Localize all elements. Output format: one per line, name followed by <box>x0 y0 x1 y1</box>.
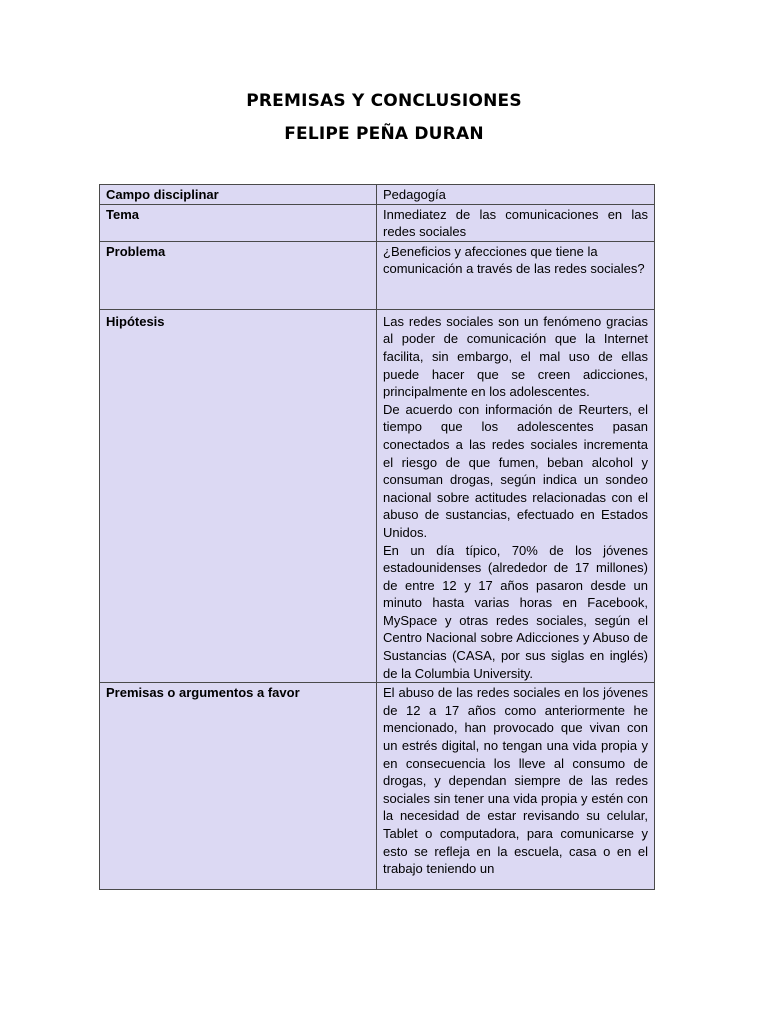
value-paragraph: En un día típico, 70% de los jóvenes estadounidenses (alrededor de 17 millones) de entre 12 y 17 años pasaron desde un minuto hasta varias horas en Facebook, MySpace y otras redes sociales, según el Centro Nacional sobre Adicciones y Abuso de Sustancias (CASA, por sus siglas en inglés) de la Columbia University. <box>383 542 648 681</box>
premises-table <box>99 184 655 890</box>
value-paragraph: ¿Beneficios y afecciones que tiene la comunicación a través de las redes sociales? <box>383 243 645 277</box>
value-campo-disciplinar <box>377 185 655 205</box>
table-row-campo <box>100 185 655 205</box>
table-row-problema <box>100 241 655 309</box>
value-paragraph: De acuerdo con información de Reurters, el tiempo que los adolescentes pasan conectados a las redes sociales incrementa el riesgo de que fumen, beban alcohol y consuman drogas, según indica un sondeo nacional sobre actitudes relacionadas con el abuso de sustancias, efectuado en Estados Unidos. <box>383 401 648 540</box>
label-problema: Problema <box>100 241 377 309</box>
value-problema <box>377 241 655 309</box>
value-paragraph: Pedagogía <box>383 187 446 202</box>
table-row-premisas <box>100 683 655 890</box>
value-paragraph: Inmediatez de las comunicaciones en las redes sociales <box>383 206 648 240</box>
value-paragraph: Las redes sociales son un fenómeno gracias al poder de comunicación que la Internet facilita, sin embargo, el mal uso de ellas puede hacer que se creen adicciones, principalmente en los adolescentes. <box>383 313 648 400</box>
label-hipotesis: Hipótesis <box>100 309 377 682</box>
label-campo-disciplinar: Campo disciplinar <box>100 185 377 205</box>
label-premisas-a-favor: Premisas o argumentos a favor <box>100 683 377 890</box>
table-row-tema <box>100 204 655 241</box>
value-tema <box>377 204 655 241</box>
value-hipotesis <box>377 309 655 682</box>
label-tema: Tema <box>100 204 377 241</box>
value-paragraph: El abuso de las redes sociales en los jóvenes de 12 a 17 años como anteriormente he mencionado, han provocado que vivan con un estrés digital, no tengan una vida propia y en consecuencia los lleve al consumo de drogas, y dependan siempre de las redes sociales sin tener una vida propia y estén con la necesidad de estar revisando su celular, Tablet o computadora, para comunicarse y esto se refleja en la escuela, casa o en el trabajo teniendo un <box>383 685 648 877</box>
document-author: FELIPE PEÑA DURAN <box>284 124 484 144</box>
document-title: PREMISAS Y CONCLUSIONES <box>246 91 522 111</box>
table-row-hipotesis <box>100 309 655 682</box>
value-premisas-a-favor <box>377 683 655 890</box>
